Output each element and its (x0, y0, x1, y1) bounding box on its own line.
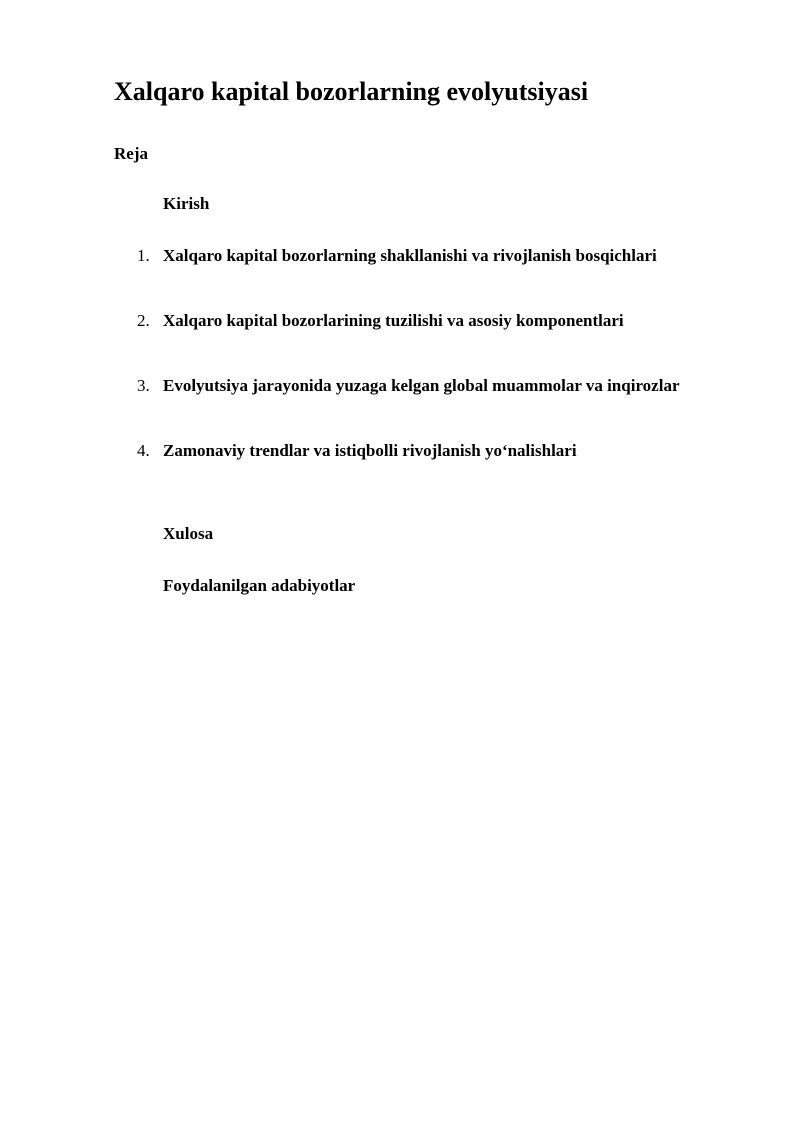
list-item-number: 3. (137, 376, 150, 395)
references-item: Foydalanilgan adabiyotlar (163, 576, 356, 595)
list-item-text: Evolyutsiya jarayonida yuzaga kelgan global muammolar va inqirozlar (163, 376, 680, 395)
conclusion-item: Xulosa (163, 524, 214, 543)
plan-heading: Reja (114, 144, 148, 163)
intro-item: Kirish (163, 194, 210, 213)
list-item-number: 2. (137, 311, 150, 330)
list-item-text: Xalqaro kapital bozorlarning shakllanishi va rivojlanish bosqichlari (163, 246, 657, 265)
list-item-number: 1. (137, 246, 150, 265)
list-item-number: 4. (137, 441, 150, 460)
document-title: Xalqaro kapital bozorlarning evolyutsiyasi (114, 77, 589, 106)
list-item-text: Xalqaro kapital bozorlarining tuzilishi va asosiy komponentlari (163, 311, 624, 330)
list-item-text: Zamonaviy trendlar va istiqbolli rivojlanish yo‘nalishlari (163, 441, 577, 460)
